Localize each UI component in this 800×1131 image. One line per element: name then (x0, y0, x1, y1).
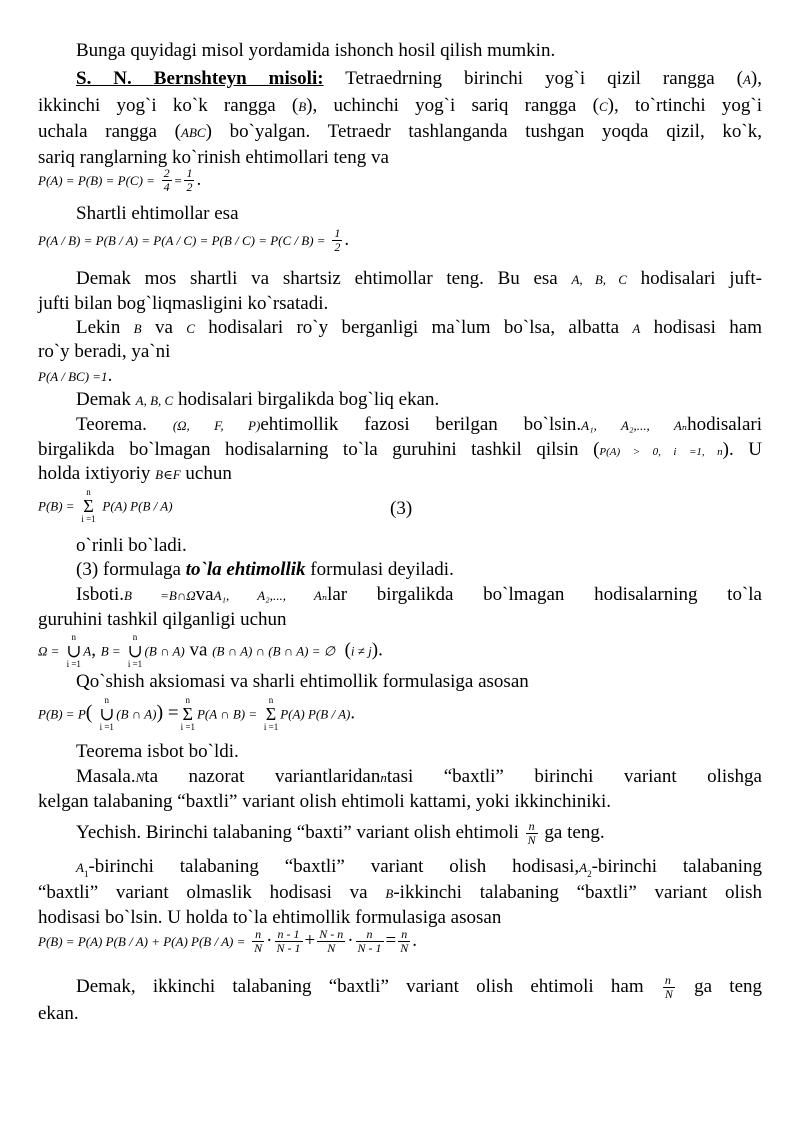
sum-symbol: n Σ i =1 (263, 695, 279, 732)
paragraph-line: Demak mos shartli va shartsiz ehtimollar teng. Bu esa A, B, C hodisalari juft- (76, 268, 763, 289)
formula-total-probability: P(B) = n Σ i =1 P(A) P(B / A) (3) (38, 487, 413, 524)
fraction: $\frac{1}{2}$ (186, 166, 193, 194)
paragraph-line: Qo`shish aksiomasi va sharli ehtimollik formulasiga asosan (76, 671, 529, 692)
fraction: $\frac{n}{N}$ (254, 927, 263, 955)
formula-partition: Ω = n ∪ i =1A, B = n ∪ i =1(B ∩ A) va (B ∩ A) ∩ (B ∩ A) = ∅ (i ≠ j). (38, 632, 383, 669)
paragraph-line: Yechish. Birinchi talabaning “baxti” variant olish ehtimoli $\frac{n}{N}$ ga teng. (76, 819, 605, 847)
formula-equal-probabilities: P(A) = P(B) = P(C) = $\frac{2}{4}$ = $\frac{1}{2}$ . (38, 166, 202, 194)
sum-symbol: n Σ i =1 (81, 487, 96, 524)
paragraph-line: Teorema. (Ω, F, P)ehtimollik fazosi berilgan bo`lsin.A₁, A₂,..., Aₙhodisalari (76, 414, 763, 435)
paragraph-line: ekan. (38, 1003, 79, 1024)
paragraph-line: (3) formulaga to`la ehtimollik formulasi deyiladi. (76, 559, 454, 580)
formula-solution: P(B) = P(A) P(B / A) + P(A) P(B / A) = $\frac{n}{N}$ · $\frac{n - 1}{N - 1}$ + $\frac{N - n}{N}$ · $\frac{n}{N - 1}$ = $\frac{n}{N}$ . (38, 927, 418, 955)
fraction: $\frac{2}{4}$ (163, 166, 170, 194)
fraction: $\frac{n}{N}$ (400, 927, 409, 955)
paragraph-line: o`rinli bo`ladi. (76, 535, 187, 556)
union-symbol: n ∪ i =1 (66, 632, 82, 669)
paragraph-line: Isboti.B =B∩ΩvaA₁, A₂,..., Aₙlar birgalikda bo`lmagan hodisalarning to`la (76, 584, 762, 605)
fraction: $\frac{n - 1}{N - 1}$ (276, 927, 301, 955)
formula-joint-dependence: P(A / BC) =1. (38, 365, 113, 386)
paragraph-line: S. N. Bernshteyn misoli: Tetraedrning birinchi yog`i qizil rangga (A), (76, 68, 762, 89)
paragraph-line: Demak, ikkinchi talabaning “baxtli” variant olish ehtimoli ham $\frac{n}{N}$ ga teng (76, 973, 763, 1001)
sum-symbol: n Σ i =1 (180, 695, 195, 732)
paragraph-line: Masala.Nta nazorat variantlaridanntasi “baxtli” birinchi variant olishga (76, 766, 762, 787)
paragraph-line: birgalikda bo`lmagan hodisalarning to`la guruhini tashkil qilsin (P(A) > 0, i =1, n). U (38, 439, 762, 460)
paragraph-line: kelgan talabaning “baxtli” variant olish ehtimoli kattami, yoki ikkinchiniki. (38, 791, 612, 812)
union-symbol: n ∪ i =1 (127, 632, 143, 669)
paragraph-line: uchala rangga (ABC) bo`yalgan. Tetraedr tashlanganda tushgan yoqda qizil, ko`k, (38, 121, 762, 142)
paragraph-line: $A_1$-birinchi talabaning “baxtli” variant olish $hodisasi,A_2$-birinchi talabaning (76, 856, 762, 879)
fraction: $\frac{N - n}{N}$ (319, 927, 344, 955)
fraction: $\frac{n}{N}$ (527, 819, 536, 847)
paragraph-line: sariq ranglarning ko`rinish ehtimollari teng va (38, 147, 389, 168)
paragraph-line: Shartli ehtimollar esa (76, 203, 239, 224)
paragraph-line: hodisasi bo`lsin. U holda to`la ehtimollik formulasiga asosan (38, 907, 502, 928)
fraction: $\frac{n}{N}$ (664, 973, 673, 1001)
union-symbol: n ∪ i =1 (99, 695, 115, 732)
paragraph-line: ikkinchi yog`i ko`k rangga (B), uchinchi yog`i sariq rangga (C), to`rtinchi yog`i (38, 95, 762, 116)
paragraph-line: jufti bilan bog`liqmasligini ko`rsatadi. (38, 293, 329, 314)
paragraph-line: guruhini tashkil qilganligi uchun (38, 609, 287, 630)
formula-proof: P(B) = P( n ∪ i =1(B ∩ A)) =n Σ i =1P(A ∩ B) = n Σ i =1P(A) P(B / A). (38, 695, 356, 732)
paragraph-line: ro`y beradi, ya`ni (38, 341, 171, 362)
paragraph-line: Teorema isbot bo`ldi. (76, 741, 239, 762)
paragraph-line: Demak A, B, C hodisalari birgalikda bog`liq ekan. (76, 389, 440, 410)
paragraph-line: “baxtli” variant olmaslik hodisasi va B-ikkinchi talabaning “baxtli” variant olish (38, 882, 762, 903)
paragraph-line: Lekin B va C hodisalari ro`y berganligi ma`lum bo`lsa, albatta A hodisasi ham (76, 317, 762, 338)
equation-number: (3) (390, 498, 413, 519)
fraction: $\frac{1}{2}$ (334, 226, 341, 254)
formula-conditional-probabilities: P(A / B) = P(B / A) = P(A / C) = P(B / C) = P(C / B) = $\frac{1}{2}$ . (38, 226, 350, 254)
fraction: $\frac{n}{N - 1}$ (357, 927, 382, 955)
paragraph-line: Bunga quyidagi misol yordamida ishonch hosil qilish mumkin. (76, 40, 556, 61)
paragraph-line: holda ixtiyoriy B∈F uchun (38, 463, 232, 484)
